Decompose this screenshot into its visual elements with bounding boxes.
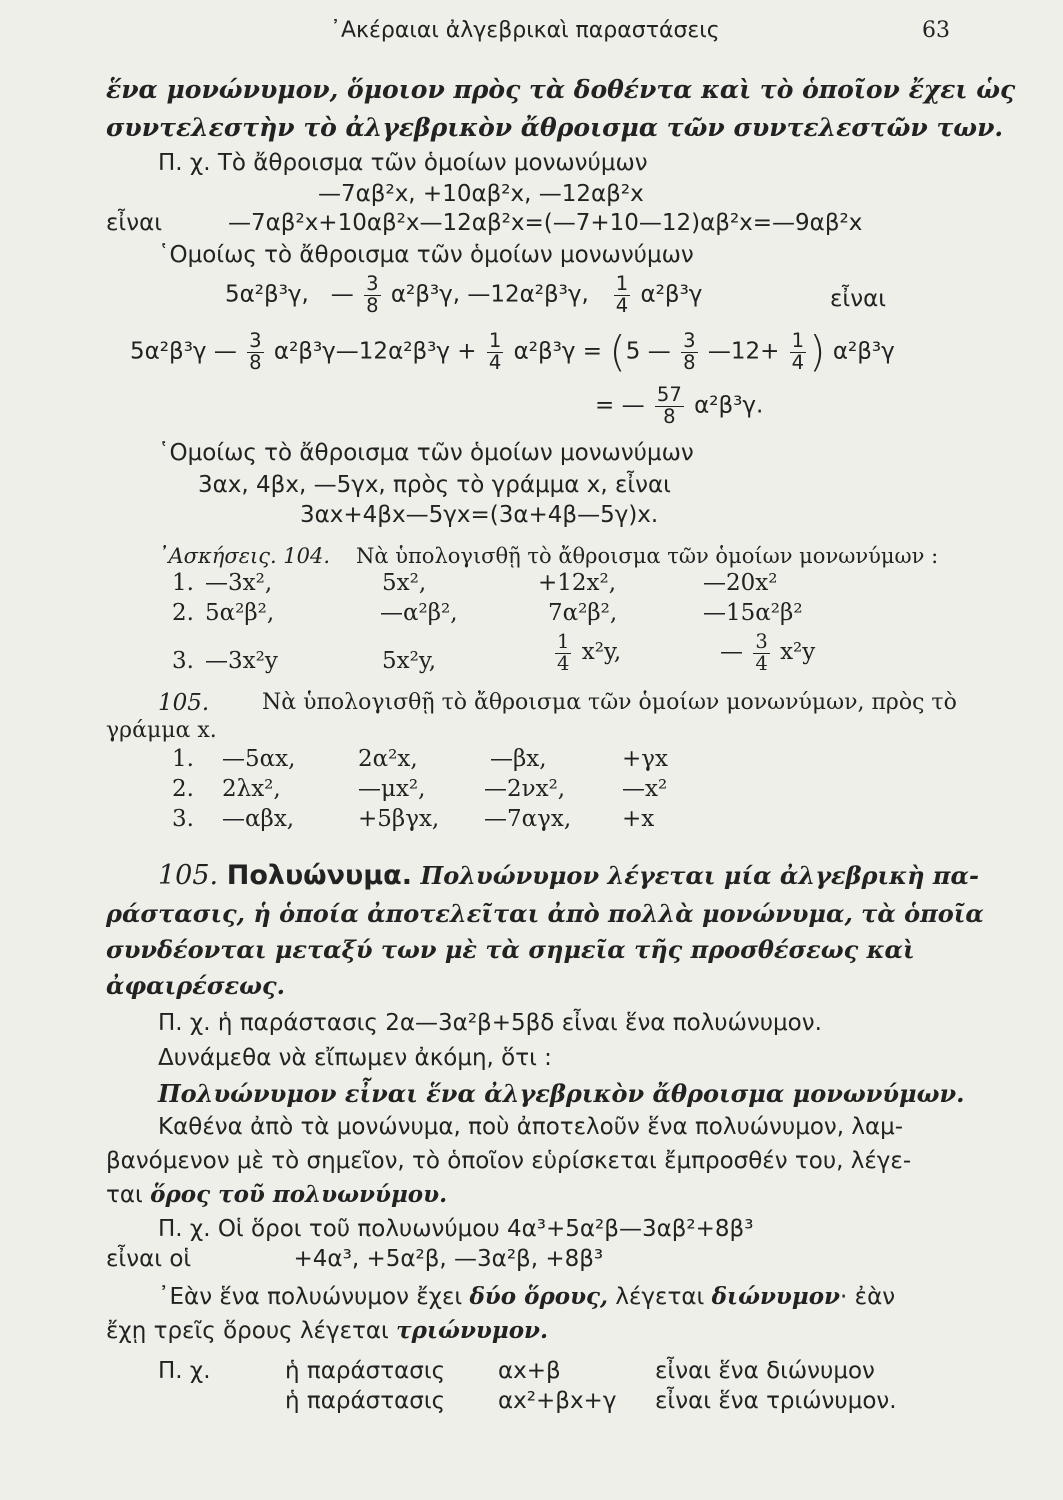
section-105-heading (158, 860, 979, 891)
example2-result-row-2 (595, 385, 763, 427)
example2-terms-row (225, 274, 702, 316)
fraction (614, 274, 630, 316)
expr: x²y (780, 639, 816, 666)
numerator: 3 (755, 630, 768, 653)
denominator: 4 (615, 293, 629, 317)
trinomial-definition (106, 1318, 548, 1344)
example-trinomial-c: εἶναι ἕνα τριώνυμον. (655, 1388, 897, 1414)
ex105-row-3-number: 3. (172, 806, 194, 832)
binomial-definition (158, 1284, 895, 1310)
example3-line-1: ῾Ομοίως τὸ ἄθροισμα τῶν ὁμοίων μονωνύμων (158, 440, 694, 466)
ex105-row-1-b: 2α²x, (358, 746, 418, 772)
denominator: 4 (557, 651, 570, 675)
example1-result: —7αβ²x+10αβ²x—12αβ²x=(—7+10—12)αβ²x=—9αβ²x (228, 210, 863, 236)
fraction (655, 385, 684, 427)
term: 5α²β³γ, (225, 281, 309, 308)
ex104-row-1-a: —3x², (205, 570, 273, 596)
numerator: 3 (683, 329, 696, 353)
ex105-row-2-b: —μx², (358, 776, 426, 802)
terms-example: Π. χ. Οἱ ὅροι τοῦ πολυωνύμου 4α³+5α²β—3αβ²+8β³ (158, 1216, 754, 1242)
fraction (790, 331, 806, 373)
ex105-number: 105. (158, 690, 210, 716)
intro-line-1: ἕνα μονώνυμον, ὅμοιον πρὸς τὰ δοθέντα καὶ τὸ ὁποῖον ἔχει ὡς (106, 75, 1016, 104)
term-definition-line-1: Καθένα ἀπὸ τὰ μονώνυμα, ποὺ ἀποτελοῦν ἕνα πολυώνυμον, λαμ- (158, 1114, 904, 1140)
fraction (681, 331, 697, 373)
example-trinomial-b: αx²+βx+γ (498, 1388, 617, 1414)
polynomial-definition: Πολυώνυμον εἶναι ἕνα ἀλγεβρικὸν ἄθροισμα μονωνύμων. (158, 1079, 965, 1108)
intro-line-2: συντελεστὴν τὸ ἀλγεβρικὸν ἄθροισμα τῶν συντελεστῶν των. (106, 113, 1004, 142)
example2-einai: εἶναι (830, 286, 887, 312)
definition-start: Πολυώνυμον λέγεται μία ἀλγεβρικὴ πα- (420, 861, 979, 890)
ex105-row-3-c: —7αγx, (484, 806, 572, 832)
expr: 5 — (625, 338, 671, 365)
text: · ἐὰν (840, 1284, 896, 1310)
example1-einai: εἶναι (106, 210, 163, 236)
example-binomial-a: ἡ παράστασις (285, 1358, 446, 1384)
numerator: 1 (615, 272, 629, 295)
page-number: 63 (922, 18, 950, 43)
term-name: τριώνυμον. (396, 1317, 548, 1344)
ex104-row-2-a: 5α²β², (205, 600, 275, 626)
numerator: 1 (557, 630, 570, 653)
ex104-row-3-c (552, 632, 621, 674)
example-binomial-b: αx+β (498, 1358, 561, 1384)
term-definition-line-3 (106, 1182, 447, 1208)
denominator: 8 (249, 350, 262, 374)
ex105-row-1-number: 1. (172, 746, 194, 772)
denominator: 4 (791, 350, 805, 374)
ex105-row-3-b: +5βγx, (358, 806, 440, 832)
minus-sign: — (330, 281, 354, 308)
text: ἔχῃ τρεῖς ὅρους λέγεται (106, 1318, 389, 1344)
fraction (753, 632, 769, 674)
example2-result-row (130, 328, 895, 376)
ex104-row-3-a: —3x²y (205, 648, 278, 674)
numerator: 3 (366, 272, 379, 295)
term-name: δύο ὅρους, (469, 1283, 609, 1310)
example3-line-3: 3αx+4βx—5γx=(3α+4β—5γ)x. (300, 502, 659, 528)
ex105-text: Νὰ ὑπολογισθῇ τὸ ἄθροισμα τῶν ὁμοίων μονωνύμων, πρὸς τὸ (262, 690, 957, 715)
fraction (555, 632, 571, 674)
denominator: 8 (683, 350, 696, 374)
example1-terms: —7αβ²x, +10αβ²x, —12αβ²x (318, 181, 644, 207)
expr: x²y, (581, 639, 622, 666)
fraction (487, 331, 503, 373)
expr: α²β³γ—12α²β³γ + (273, 338, 477, 365)
right-paren: ) (809, 327, 826, 376)
ex105-row-3-d: +x (622, 806, 655, 832)
fraction (247, 331, 263, 373)
ex105-text-2: γράμμα x. (106, 718, 217, 743)
term-definition-line-2: βανόμενον μὲ τὸ σημεῖον, τὸ ὁποῖον εὑρίσκεται ἔμπροσθέν του, λέγε- (106, 1148, 912, 1174)
ex105-row-1-a: —5αx, (222, 746, 296, 772)
example1-line: Π. χ. Τὸ ἄθροισμα τῶν ὁμοίων μονωνύμων (158, 150, 648, 176)
text: ται (106, 1182, 143, 1208)
example-binomial-c: εἶναι ἕνα διώνυμον (655, 1358, 875, 1384)
terms-list (106, 1246, 603, 1272)
polynomial-example: Π. χ. ἡ παράστασις 2α—3α²β+5βδ εἶναι ἕνα πολυώνυμον. (158, 1010, 822, 1036)
ex105-row-1-d: +γx (622, 746, 668, 772)
exercises-104-text: Νὰ ὑπολογισθῇ τὸ ἄθροισμα τῶν ὁμοίων μονωνύμων : (356, 544, 939, 568)
denominator: 4 (488, 350, 502, 374)
example-trinomial-a: ἡ παράστασις (285, 1388, 446, 1414)
ex104-row-2-number: 2. (172, 600, 194, 626)
ex105-row-1-c: —βx, (490, 746, 547, 772)
ex104-row-1-b: 5x², (382, 570, 427, 596)
statement-intro: Δυνάμεθα νὰ εἴπωμεν ἀκόμη, ὅτι : (158, 1045, 552, 1071)
expr: α²β³γ = (513, 338, 603, 365)
section-number: 105. (158, 860, 219, 891)
ex104-row-3-d (720, 632, 815, 674)
numerator: 57 (656, 383, 682, 406)
ex104-row-1-number: 1. (172, 570, 194, 596)
term: α²β³γ, —12α²β³γ, (390, 281, 589, 308)
denominator: 4 (755, 651, 768, 675)
text: λέγεται (615, 1284, 705, 1310)
ex105-row-2-number: 2. (172, 776, 194, 802)
term: α²β³γ (640, 281, 703, 308)
expr: 5α²β³γ — (130, 338, 237, 365)
ex104-row-3-b: 5x²y, (382, 648, 437, 674)
denominator: 8 (366, 293, 379, 317)
expr: = — (595, 392, 645, 419)
denominator: 8 (663, 404, 676, 428)
ex104-row-2-b: —α²β², (380, 600, 458, 626)
ex104-row-3-number: 3. (172, 648, 194, 674)
left-paren: ( (609, 327, 626, 376)
term-name: διώνυμον (711, 1283, 841, 1310)
expr: α²β³γ. (694, 392, 764, 419)
numerator: 3 (249, 329, 262, 353)
ex105-row-2-a: 2λx², (222, 776, 281, 802)
section-title: Πολυώνυμα. (226, 860, 412, 891)
fraction (364, 274, 380, 316)
definition-line-2: ράστασις, ἡ ὁποία ἀποτελεῖται ἀπὸ πολλὰ μονώνυμα, τὰ ὁποῖα (106, 899, 984, 928)
text: εἶναι οἱ (106, 1246, 192, 1272)
ex105-row-2-d: —x² (622, 776, 668, 802)
expr: α²β³γ (832, 338, 895, 365)
term-name: ὅρος τοῦ πολυωνύμου. (150, 1181, 448, 1208)
terms: +4α³, +5α²β, —3α²β, +8β³ (293, 1246, 604, 1272)
definition-line-4: ἀφαιρέσεως. (106, 971, 285, 1000)
ex105-row-3-a: —αβx, (222, 806, 295, 832)
examples-label: Π. χ. (158, 1358, 211, 1384)
numerator: 1 (488, 329, 502, 353)
ex105-row-2-c: —2νx², (484, 776, 566, 802)
exercises-104-label: ᾿Ασκήσεις. 104. (158, 544, 331, 568)
ex104-row-1-c: +12x², (538, 570, 617, 596)
ex104-row-1-d: —20x² (703, 570, 778, 596)
text: ᾿Εὰν ἕνα πολυώνυμον ἔχει (158, 1284, 463, 1310)
example3-line-2: 3αx, 4βx, —5γx, πρὸς τὸ γράμμα x, εἶναι (198, 472, 671, 498)
definition-line-3: συνδέονται μεταξύ των μὲ τὰ σημεῖα τῆς προσθέσεως καὶ (106, 935, 915, 964)
ex104-row-2-c: 7α²β², (548, 600, 618, 626)
minus-sign: — (720, 639, 743, 666)
numerator: 1 (791, 329, 805, 353)
running-header-title: ᾿Ακέραιαι ἀλγεβρικαὶ παραστάσεις (330, 18, 720, 43)
example2-line: ῾Ομοίως τὸ ἄθροισμα τῶν ὁμοίων μονωνύμων (158, 242, 694, 268)
ex104-row-2-d: —15α²β² (703, 600, 803, 626)
expr: —12+ (707, 338, 780, 365)
